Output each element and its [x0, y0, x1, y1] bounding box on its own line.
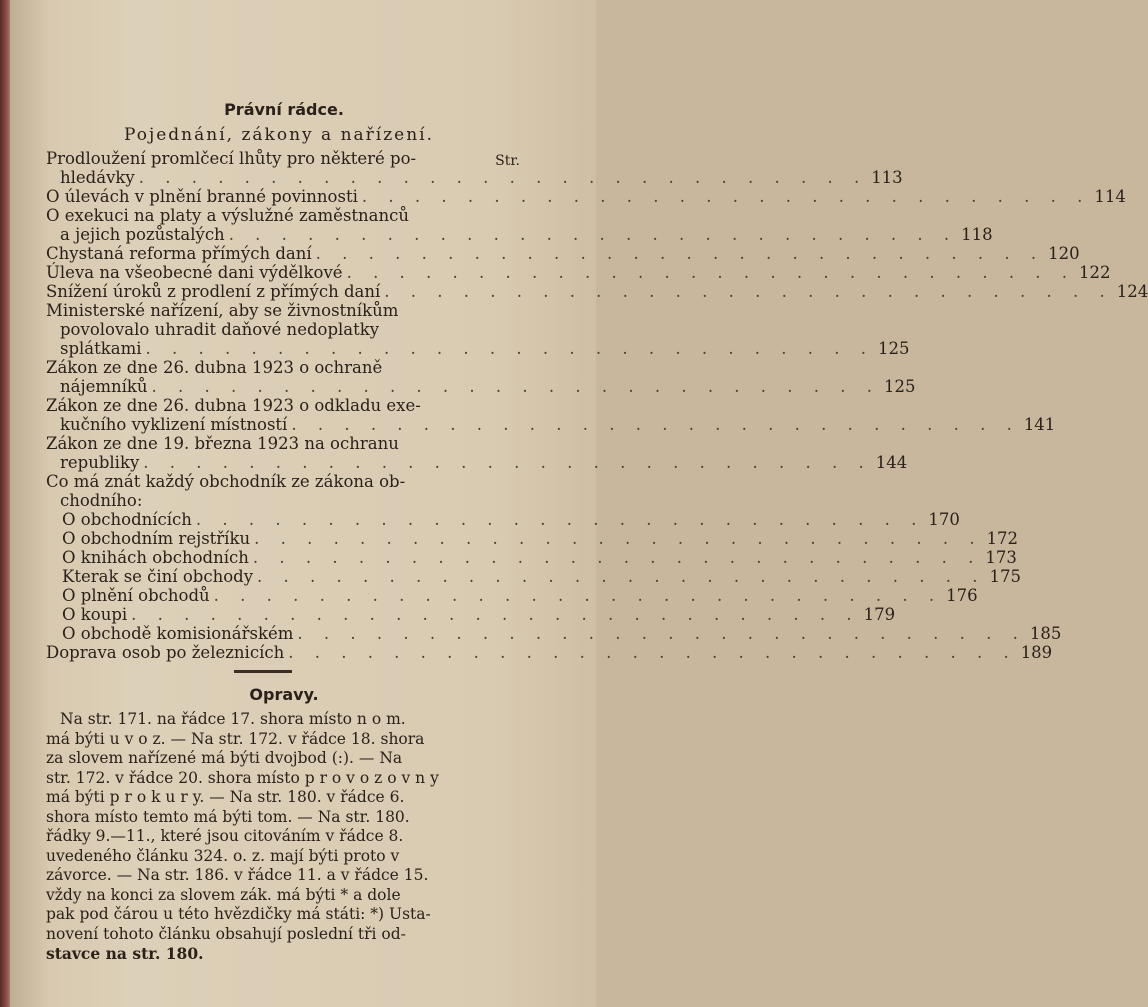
toc-entry-text: O plnění obchodů: [62, 586, 210, 605]
toc-entry: [46, 263, 1111, 282]
leader-dots: . . . . . . . . . . . . . . . . . . . . . . . . . . . .: [252, 548, 982, 567]
errata-line: shora místo temto má býti tom. — Na str. 180.: [46, 807, 410, 826]
errata-line: uvedeného článku 324. o. z. mají býti proto v: [46, 846, 400, 865]
toc-page-number: 173: [985, 548, 1017, 567]
toc-entry: [46, 472, 492, 510]
errata-text: [46, 710, 516, 964]
section-subtitle: Pojednání, zákony a nařízení.: [123, 125, 435, 145]
toc-page-number: 144: [875, 453, 908, 472]
toc-entry: [46, 187, 1126, 206]
section-title: Právní rádce.: [224, 100, 344, 119]
leader-dots: . . . . . . . . . . . . . . . . . . . . . . . . . . . .: [291, 415, 1020, 434]
toc-entry: [46, 244, 1080, 263]
toc-page-number: 114: [1094, 187, 1126, 206]
errata-line: za slovem nařízené má býti dvojbod (:). — Na: [46, 749, 403, 767]
page-content: [46, 100, 1148, 964]
leader-dots: . . . . . . . . . . . . . . . . . . . . . . . . . . . .: [346, 263, 1076, 282]
toc-page-number: 113: [871, 168, 903, 187]
toc-entry: [46, 624, 1062, 643]
leader-dots: . . . . . . . . . . . . . . . . . . . . . . . . . . . .: [213, 586, 943, 605]
toc-entry: [46, 586, 978, 605]
errata-line: Na str. 171. na řádce 17. shora místo n o m.: [60, 710, 406, 728]
leader-dots: . . . . . . . . . . . . . . . . . . . . . . . . . . . .: [195, 510, 925, 529]
errata-line: má býti p r o k u r y. — Na str. 180. v řádce 6.: [46, 788, 405, 806]
leader-dots: . . . . . . . . . . . . . . . . . . . . . . . . . . . .: [384, 282, 1113, 301]
book-page: [10, 0, 1148, 1007]
toc-page-number: 176: [946, 586, 978, 605]
leader-dots: . . . . . . . . . . . . . . . . . . . . . . . . . . . .: [288, 643, 1017, 662]
toc-entry: [46, 358, 916, 396]
book-gutter: [0, 0, 10, 1007]
errata-last-line: stavce na str. 180.: [46, 944, 204, 963]
leader-dots: . . . . . . . . . . . . . . . . . . . . . . . . . . . .: [315, 244, 1045, 263]
toc-page-number: 124: [1116, 282, 1148, 301]
leader-dots: . . . . . . . . . . . . . . . . . . . . . . . . . . . .: [151, 377, 880, 396]
toc-entry-text: povolovalo uhradit daňové nedoplatky: [60, 320, 380, 339]
toc-entry: [46, 567, 1021, 586]
toc-page-number: 185: [1029, 624, 1062, 643]
toc-entry-text: Zákon ze dne 26. dubna 1923 o ochraně: [46, 358, 383, 377]
toc-entry-text: O úlevách v plnění branné povinnosti: [46, 187, 358, 206]
toc-page-number: 120: [1048, 244, 1080, 263]
toc-entry: [46, 548, 1017, 567]
toc-entry-text: republiky: [60, 453, 140, 472]
toc-entry-text: Co má znát každý obchodník ze zákona ob-: [46, 472, 406, 491]
page-column-label: Str.: [495, 153, 520, 169]
toc-entry-text: O koupi: [62, 605, 128, 624]
toc-entry: [46, 282, 1148, 301]
toc-entry-text: Kterak se činí obchody: [62, 567, 254, 586]
toc-page-number: 179: [863, 605, 896, 624]
toc-entry: [46, 434, 908, 472]
errata-line: závorce. — Na str. 186. v řádce 11. a v řádce 15.: [46, 866, 429, 884]
toc-entry-text: Chystaná reforma přímých daní: [46, 244, 312, 263]
toc-entry-text: Zákon ze dne 19. března 1923 na ochranu: [46, 434, 399, 453]
leader-dots: . . . . . . . . . . . . . . . . . . . . . . . . . . . .: [143, 453, 872, 472]
leader-dots: . . . . . . . . . . . . . . . . . . . . . . . . . . . .: [131, 605, 860, 624]
toc-entry: [46, 510, 960, 529]
toc-entry: [46, 529, 1019, 548]
toc-entry-text: Doprava osob po železnicích: [46, 643, 285, 662]
toc-entry-text: hledávky: [60, 168, 135, 187]
toc-entry-text: Úleva na všeobecné dani výdělkové: [46, 263, 343, 282]
leader-dots: . . . . . . . . . . . . . . . . . . . . . . . . . . . .: [228, 225, 958, 244]
toc-entry: [46, 643, 1053, 662]
toc-entry-text: chodního:: [60, 491, 143, 510]
toc-entry-text: kučního vyklizení místností: [60, 415, 288, 434]
errata-title: Opravy.: [249, 685, 319, 704]
leader-dots: . . . . . . . . . . . . . . . . . . . . . . . . . . . .: [257, 567, 986, 586]
leader-dots: . . . . . . . . . . . . . . . . . . . . . . . . . . . .: [254, 529, 983, 548]
errata-line: novení tohoto článku obsahují poslední tři od-: [46, 924, 406, 943]
leader-dots: . . . . . . . . . . . . . . . . . . . . . . . . . . . .: [145, 339, 875, 358]
toc-page-number: 125: [884, 377, 916, 396]
leader-dots: . . . . . . . . . . . . . . . . . . . . . . . . . . . .: [361, 187, 1091, 206]
toc-entry-text: O obchodnících: [62, 510, 192, 529]
toc-page-number: 189: [1020, 643, 1053, 662]
toc-page-number: 141: [1023, 415, 1056, 434]
toc-page-number: 172: [986, 529, 1019, 548]
toc-page-number: 175: [989, 567, 1021, 586]
errata-line: vždy na konci za slovem zák. má býti * a dole: [46, 885, 401, 904]
leader-dots: . . . . . . . . . . . . . . . . . . . . . . . . . . . .: [297, 624, 1026, 643]
toc-entry-text: Snížení úroků z prodlení z přímých daní: [46, 282, 381, 301]
errata-line: pak pod čárou u této hvězdičky má státi: *) Usta-: [46, 905, 431, 923]
toc-entry-text: O obchodě komisionářském: [62, 624, 294, 643]
toc-entry-text: Zákon ze dne 26. dubna 1923 o odkladu exe-: [46, 396, 421, 415]
errata-line: má býti u v o z. — Na str. 172. v řádce 18. shora: [46, 729, 425, 748]
errata-line: řádky 9.—11., které jsou citováním v řádce 8.: [46, 827, 404, 845]
errata-line: str. 172. v řádce 20. shora místo p r o v o z o v n y: [46, 768, 439, 787]
toc-entry: [46, 301, 910, 358]
toc-entry: [46, 206, 993, 244]
toc-entry-text: a jejich pozůstalých: [60, 225, 225, 244]
toc-entry-text: Ministerské nařízení, aby se živnostníkům: [46, 301, 399, 320]
toc-page-number: 118: [961, 225, 993, 244]
toc-entry-text: O knihách obchodních: [62, 548, 249, 567]
toc-entry-text: Prodloužení promlčecí lhůty pro některé po-: [46, 149, 417, 168]
toc-entry-text: O obchodním rejstříku: [62, 529, 251, 548]
toc-entry-text: O exekuci na platy a výslužné zaměstnanců: [46, 206, 409, 225]
toc-page-number: 125: [878, 339, 910, 358]
toc-entry-text: nájemníků: [60, 377, 148, 396]
toc-entry-text: splátkami: [60, 339, 142, 358]
toc-page-number: 122: [1079, 263, 1111, 282]
leader-dots: . . . . . . . . . . . . . . . . . . . . . . . . . . . .: [138, 168, 868, 187]
toc-entry: [46, 396, 1056, 434]
divider: [234, 670, 292, 673]
toc-page-number: 170: [928, 510, 960, 529]
toc-entry: [46, 605, 896, 624]
